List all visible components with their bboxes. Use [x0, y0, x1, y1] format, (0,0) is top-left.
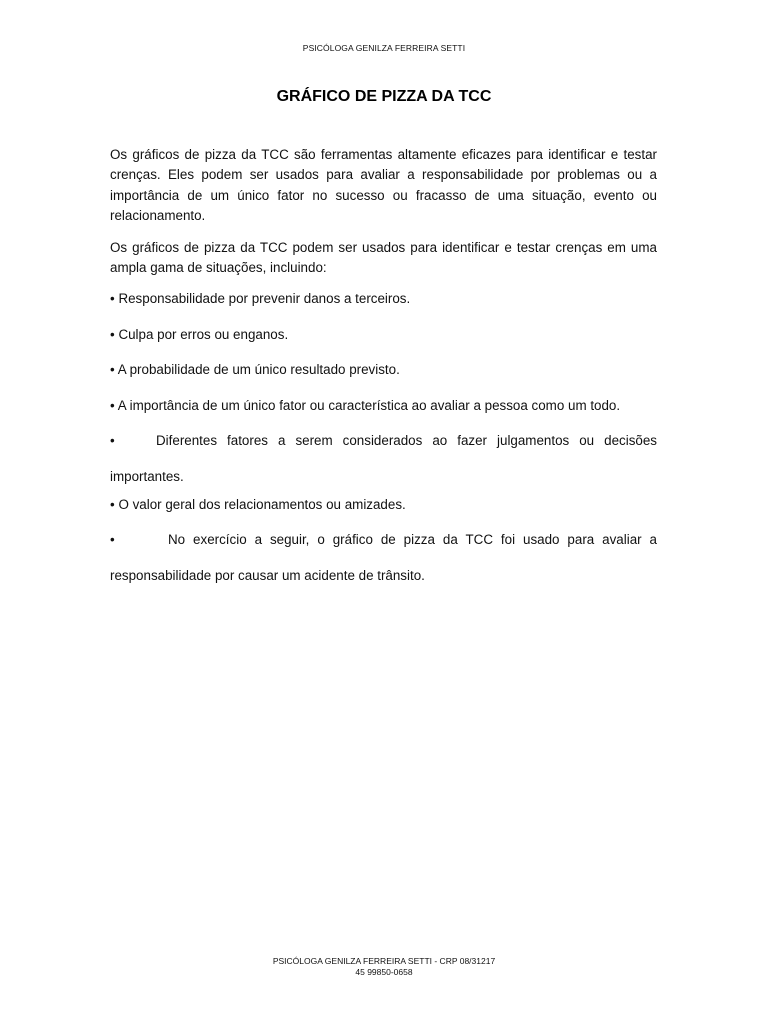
- bullet-glyph: •: [110, 497, 115, 513]
- document-title: GRÁFICO DE PIZZA DA TCC: [276, 88, 492, 105]
- paragraph-intro: Os gráficos de pizza da TCC são ferramentas altamente eficazes para identificar e testar crenças. Eles podem ser usados para avaliar a responsabilidade por problemas ou a importância de um único fator no sucesso ou fracasso de uma situação, evento ou relacionamento.: [110, 147, 657, 224]
- bullet-text: A importância de um único fator ou característica ao avaliar a pessoa como um todo.: [117, 397, 621, 413]
- footer-credentials: PSICÓLOGA GENILZA FERREIRA SETTI - CRP 08/31217: [272, 956, 496, 966]
- footer-phone: 45 99850-0658: [355, 967, 413, 977]
- bullet-item: [110, 495, 657, 515]
- bullet-glyph: •: [110, 433, 115, 449]
- bullet-glyph: •: [110, 362, 115, 378]
- bullet-text: Culpa por erros ou enganos.: [118, 326, 289, 342]
- bullet-text: No exercício a seguir, o gráfico de pizza da TCC foi usado para avaliar a responsabilidade por causar um acidente de trânsito.: [110, 532, 657, 584]
- page-header: PSICÓLOGA GENILZA FERREIRA SETTI: [302, 43, 466, 53]
- bullet-glyph: •: [110, 291, 115, 307]
- bullet-item: [110, 522, 657, 594]
- bullet-text: Responsabilidade por prevenir danos a terceiros.: [118, 291, 411, 307]
- document-body: [110, 145, 657, 594]
- bullet-glyph: •: [110, 326, 115, 342]
- bullet-item: [110, 360, 657, 380]
- bullet-glyph: •: [110, 532, 115, 548]
- bullet-item: [110, 325, 657, 345]
- bullet-text: A probabilidade de um único resultado previsto.: [117, 362, 400, 378]
- bullet-item: [110, 396, 657, 416]
- bullet-glyph: •: [110, 397, 115, 413]
- page-footer: [0, 956, 768, 978]
- bullet-text: O valor geral dos relacionamentos ou amizades.: [118, 497, 406, 513]
- bullet-item: [110, 423, 657, 495]
- bullet-text: Diferentes fatores a serem considerados ao fazer julgamentos ou decisões importantes.: [110, 433, 657, 485]
- paragraph-uses: Os gráficos de pizza da TCC podem ser usados para identificar e testar crenças em uma ampla gama de situações, incluindo:: [110, 239, 657, 276]
- bullet-item: [110, 289, 657, 309]
